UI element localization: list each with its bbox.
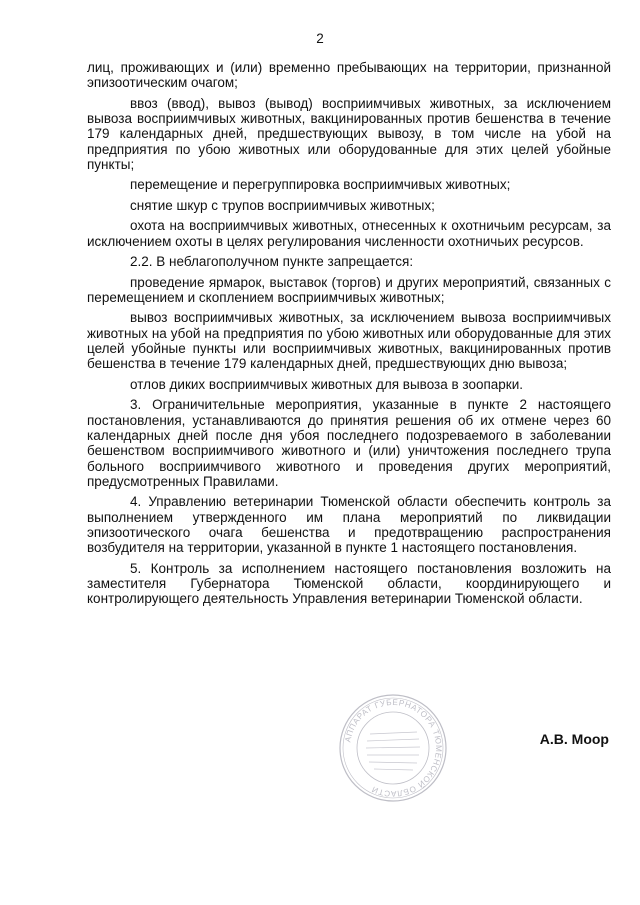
paragraph: проведение ярмарок, выставок (торгов) и других мероприятий, связанных с перемещением и скоплением восприимчивых животных; — [87, 274, 611, 305]
paragraph: ввоз (ввод), вывоз (вывод) восприимчивых животных, за исключением вывоза восприимчивых животных, вакцинированных против бешенства в течение 179 календарных дней, предшествующих вывозу, в том числе на убой на предприятия по убою животных или оборудованные для этих целей убойные пункты; — [87, 95, 611, 172]
paragraph: снятие шкур с трупов восприимчивых животных; — [130, 197, 435, 213]
document-body — [87, 60, 611, 612]
paragraph: охота на восприимчивых животных, отнесенных к охотничьим ресурсам, за исключением охоты в целях регулирования численности охотничьих ресурсов. — [87, 218, 611, 249]
svg-text:АППАРАТ ГУБЕРНАТОРА ТЮМЕНСКОЙ: АППАРАТ ГУБЕРНАТОРА ТЮМЕНСКОЙ ОБЛАСТИ — [343, 697, 444, 799]
page-number: 2 — [316, 31, 324, 46]
paragraph: 2.2. В неблагополучном пункте запрещается: — [130, 254, 414, 270]
paragraph: вывоз восприимчивых животных, за исключением вывоза восприимчивых животных на убой на предприятия по убою животных или оборудованные для этих целей убойные пункты или восприимчивых животных, вакцинированных против бешенства в течение 179 календарных дней, предшествующих дню вывоза; — [87, 310, 611, 372]
paragraph: 5. Контроль за исполнением настоящего постановления возложить на заместителя Губернатора Тюменской области, координирующего и контролирующего деятельность Управления ветеринарии Тюменской области. — [87, 560, 611, 607]
paragraph: 4. Управлению ветеринарии Тюменской области обеспечить контроль за выполнением утвержденного им плана мероприятий по ликвидации эпизоотического очага бешенства и предотвращению распространения возбудителя на территории, указанной в пункте 1 настоящего постановления. — [87, 494, 611, 556]
paragraph: 3. Ограничительные мероприятия, указанные в пункте 2 настоящего постановления, устанавливаются до принятия решения об их отмене через 60 календарных дней после дня убоя последнего подозреваемого в заболевании бешенством восприимчивого животного и (или) уничтожения последнего трупа больного восприимчивого животного и проведения других мероприятий, предусмотренных Правилами. — [87, 397, 611, 489]
signatory-name: А.В. Моор — [539, 731, 609, 747]
paragraph: лиц, проживающих и (или) временно пребывающих на территории, признанной эпизоотическим очагом; — [87, 60, 611, 91]
paragraph: перемещение и перегруппировка восприимчивых животных; — [130, 177, 511, 193]
official-stamp — [337, 692, 449, 804]
paragraph: отлов диких восприимчивых животных для вывоза в зоопарки. — [130, 376, 523, 392]
